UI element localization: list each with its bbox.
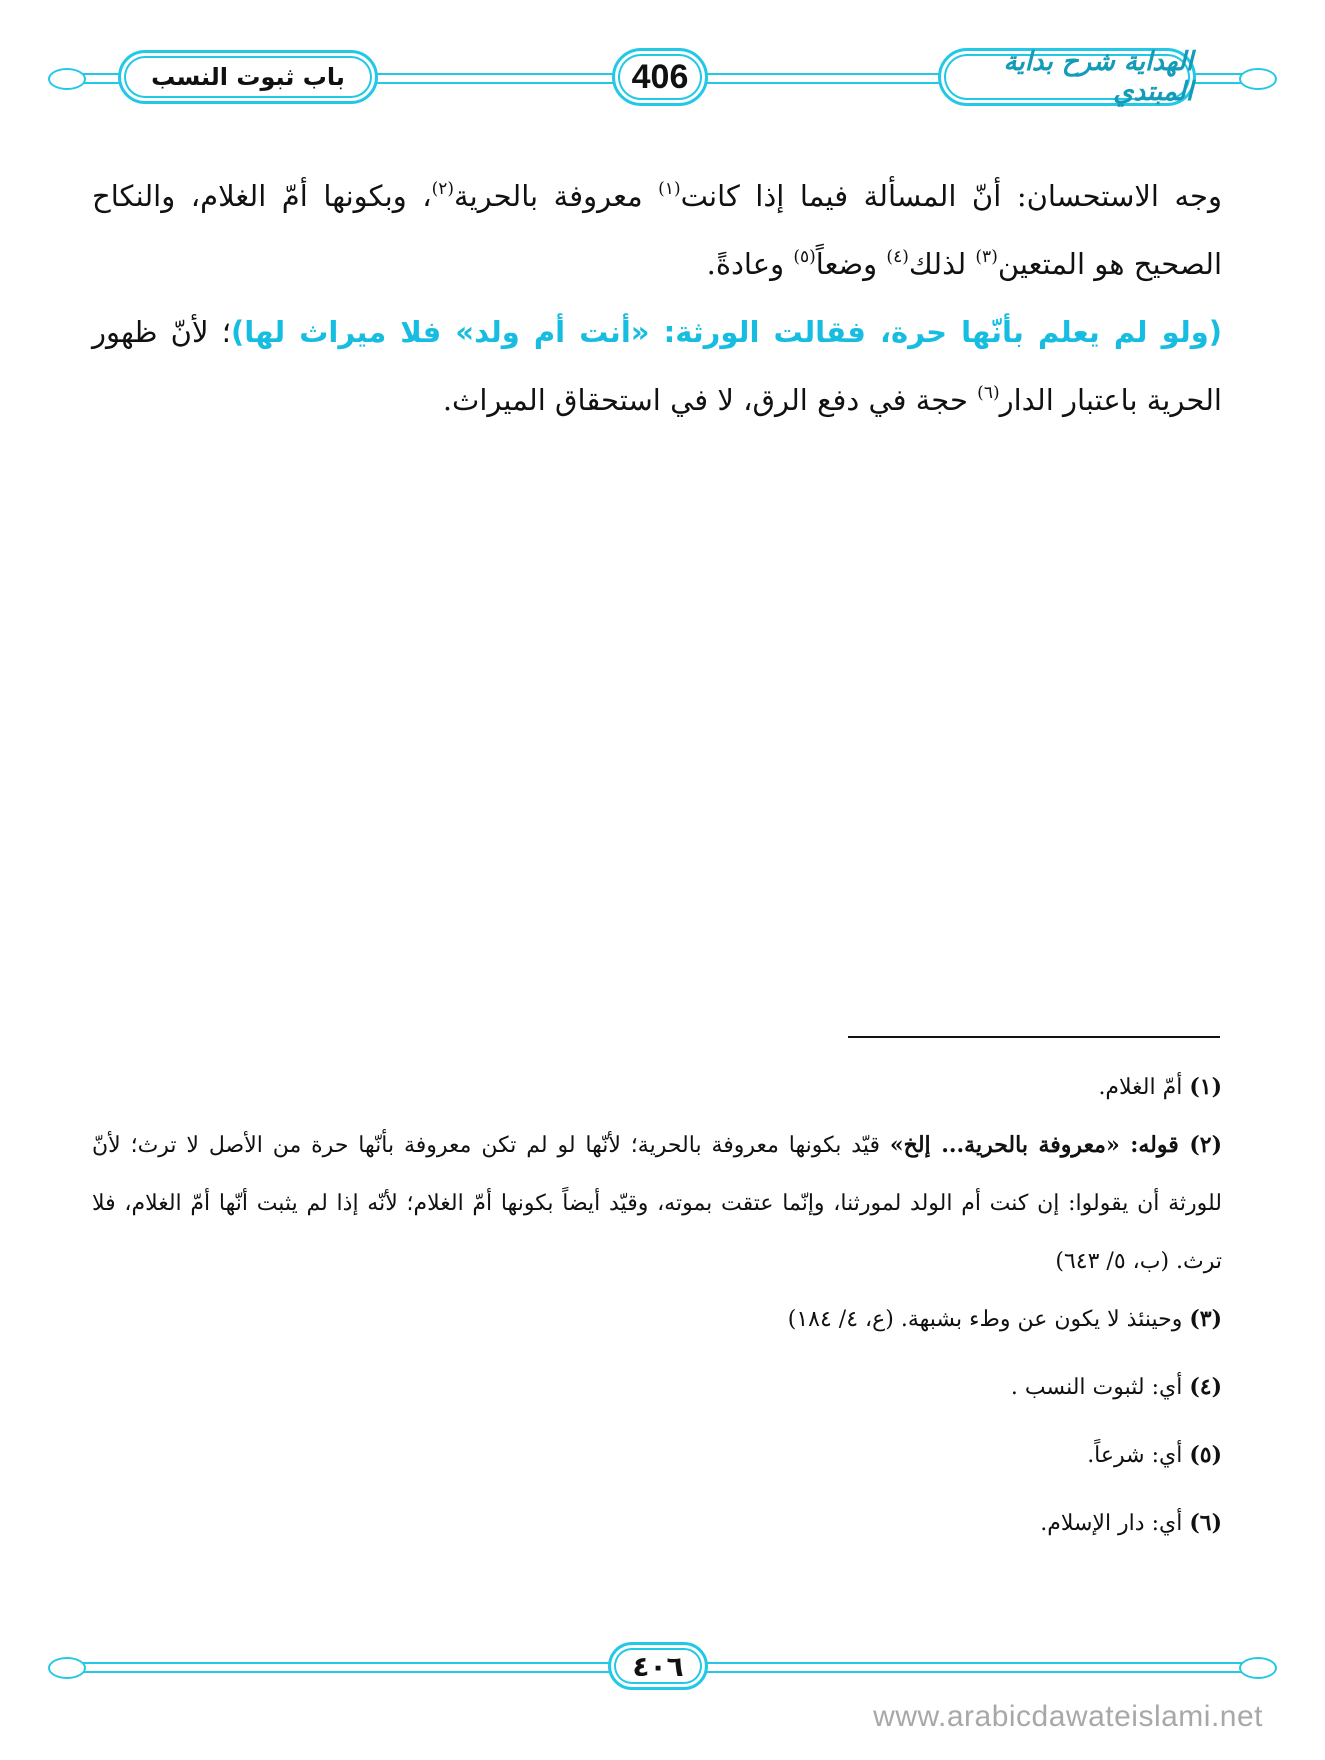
- footnote-5: [92, 1426, 1222, 1485]
- book-title-text: الهداية شرح بداية المبتدي: [1003, 47, 1193, 107]
- text-run: ؛ لأنّ ظهور الحرية باعتبار الدار: [92, 315, 1222, 417]
- footer-page-number: ٤٠٦: [632, 1649, 684, 1683]
- text-run: وجه الاستحسان: أنّ المسألة فيما إذا كانت: [680, 179, 1222, 213]
- footnote-ref: (٤): [886, 247, 909, 267]
- footnote-number: (٤): [1189, 1374, 1222, 1400]
- text-run: حجة في دفع الرق، لا في استحقاق الميراث.: [442, 383, 978, 417]
- header-left-ornament: [48, 68, 86, 90]
- footnote-ref: (١): [658, 179, 681, 199]
- footnote-1: [92, 1058, 1222, 1117]
- text-run: ، وبكونها أمّ الغلام، والنكاح الصحيح هو المتعين: [92, 179, 1222, 281]
- footer-right-ornament: [1239, 1657, 1277, 1679]
- text-run: معروفة بالحرية: [454, 179, 659, 213]
- footnote-number: (٢): [1189, 1132, 1222, 1158]
- page-number-badge: [612, 48, 708, 106]
- footnote-separator: [848, 1036, 1220, 1038]
- footnote-lead: قوله: «معروفة بالحرية... إلخ»: [889, 1132, 1190, 1158]
- footnote-ref: (٢): [431, 179, 455, 199]
- chapter-title-text: باب ثبوت النسب: [151, 63, 345, 91]
- footnote-6: [92, 1494, 1222, 1553]
- footnote-4: [92, 1358, 1222, 1417]
- footnote-2: [92, 1116, 1222, 1291]
- highlighted-matn: (ولو لم يعلم بأنّها حرة، فقالت الورثة: «أنت أم ولد» فلا ميراث لها): [230, 315, 1222, 349]
- text-run: وعادةً.: [706, 247, 794, 281]
- footnote-number: (٦): [1189, 1510, 1222, 1536]
- footnote-number: (٣): [1189, 1306, 1222, 1332]
- paragraph-1: [92, 162, 1222, 298]
- footnote-text: أي: دار الإسلام.: [1040, 1511, 1190, 1536]
- chapter-title: [118, 50, 378, 104]
- footnote-3: [92, 1290, 1222, 1349]
- footnote-number: (١): [1189, 1074, 1222, 1100]
- website-watermark: www.arabicdawateislami.net: [873, 1700, 1263, 1733]
- page-number: 406: [631, 57, 689, 96]
- text-run: وضعاً: [815, 247, 887, 281]
- footnote-text: قيّد بكونها معروفة بالحرية؛ لأنّها لو لم تكن معروفة بأنّها حرة من الأصل لا ترث؛ لأنّ للورثة أن يقولوا: إن كنت أم الولد لمورثنا، وإنّما عتقت بموته، وقيّد أيضاً بكونها أمّ الغلام؛ لأنّه إذا لم يثبت أنّها أمّ الغلام، فلا ترث. (ب، ٥/ ٦٤٣): [92, 1133, 1222, 1274]
- paragraph-2: [92, 298, 1222, 434]
- footnote-text: أي: لثبوت النسب .: [1010, 1375, 1190, 1400]
- footnote-text: أي: شرعاً.: [1087, 1443, 1190, 1468]
- footnote-ref: (٦): [977, 383, 1000, 403]
- text-run: لذلك: [908, 247, 976, 281]
- header-right-ornament: [1239, 68, 1277, 90]
- footnote-ref: (٥): [793, 247, 816, 267]
- footnote-text: وحينئذ لا يكون عن وطء بشبهة. (ع، ٤/ ١٨٤): [787, 1307, 1190, 1332]
- footer-page-number-badge: [608, 1642, 708, 1690]
- footer-left-ornament: [48, 1657, 86, 1679]
- footnote-number: (٥): [1189, 1442, 1222, 1468]
- footnote-text: أمّ الغلام.: [1098, 1075, 1190, 1100]
- book-title: [938, 48, 1196, 106]
- footnote-ref: (٣): [975, 247, 998, 267]
